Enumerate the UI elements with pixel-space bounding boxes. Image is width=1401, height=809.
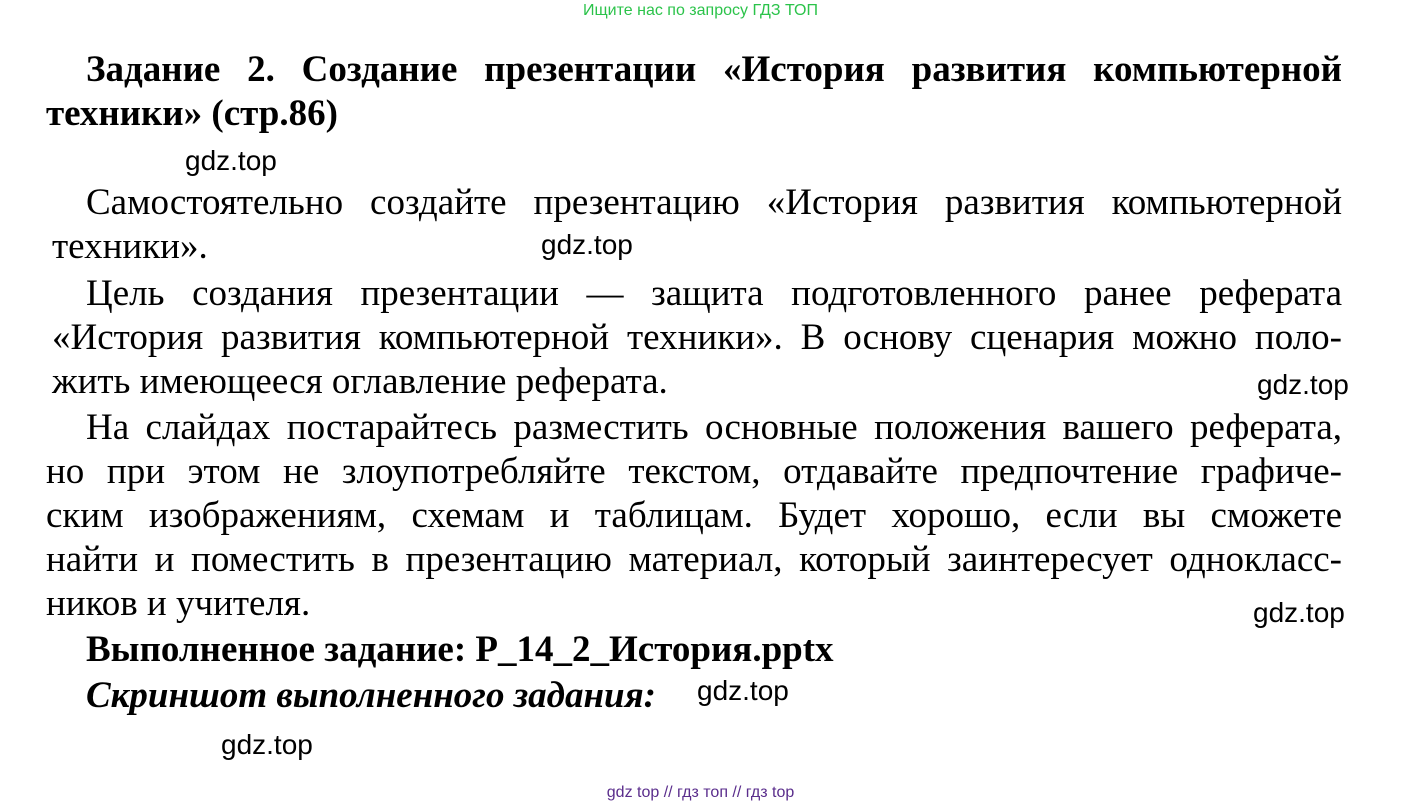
screenshot-label: Скриншот выполненного задания: [86, 675, 656, 716]
watermark: gdz.top [697, 675, 789, 706]
paragraph-2-line-1: Цель создания презентации — защита подготовленного ранее реферата [86, 273, 1342, 314]
watermark: gdz.top [1253, 597, 1345, 628]
task-title-line-1: Задание 2. Создание презентации «История развития компьютерной [86, 49, 1342, 90]
paragraph-3-line-2: но при этом не злоупотребляйте текстом, отдавайте предпочтение графиче- [46, 451, 1342, 492]
task-title-line-2: техники» (стр.86) [46, 93, 338, 134]
top-banner: Ищите нас по запросу ГДЗ ТОП [583, 2, 818, 19]
watermark: gdz.top [1257, 369, 1349, 400]
footer-watermark: gdz top // гдз топ // гдз top [606, 784, 795, 801]
result-file-label: Выполненное задание: P_14_2_История.pptx [86, 629, 834, 670]
paragraph-1-line-2: техники». [52, 226, 208, 267]
paragraph-3-line-4: найти и поместить в презентацию материал, который заинтересует однокласс- [46, 539, 1342, 580]
paragraph-3-line-3: ским изображениям, схемам и таблицам. Будет хорошо, если вы сможете [46, 495, 1342, 536]
paragraph-3-line-1: На слайдах постарайтесь разместить основные положения вашего реферата, [86, 407, 1342, 448]
paragraph-1-line-1: Самостоятельно создайте презентацию «История развития компьютерной [86, 182, 1342, 223]
watermark: gdz.top [185, 145, 277, 176]
watermark: gdz.top [541, 229, 633, 260]
paragraph-2-line-2: «История развития компьютерной техники». В основу сценария можно поло- [52, 317, 1342, 358]
watermark: gdz.top [221, 729, 313, 760]
paragraph-3-line-5: ников и учителя. [46, 583, 311, 624]
paragraph-2-line-3: жить имеющееся оглавление реферата. [52, 361, 668, 402]
